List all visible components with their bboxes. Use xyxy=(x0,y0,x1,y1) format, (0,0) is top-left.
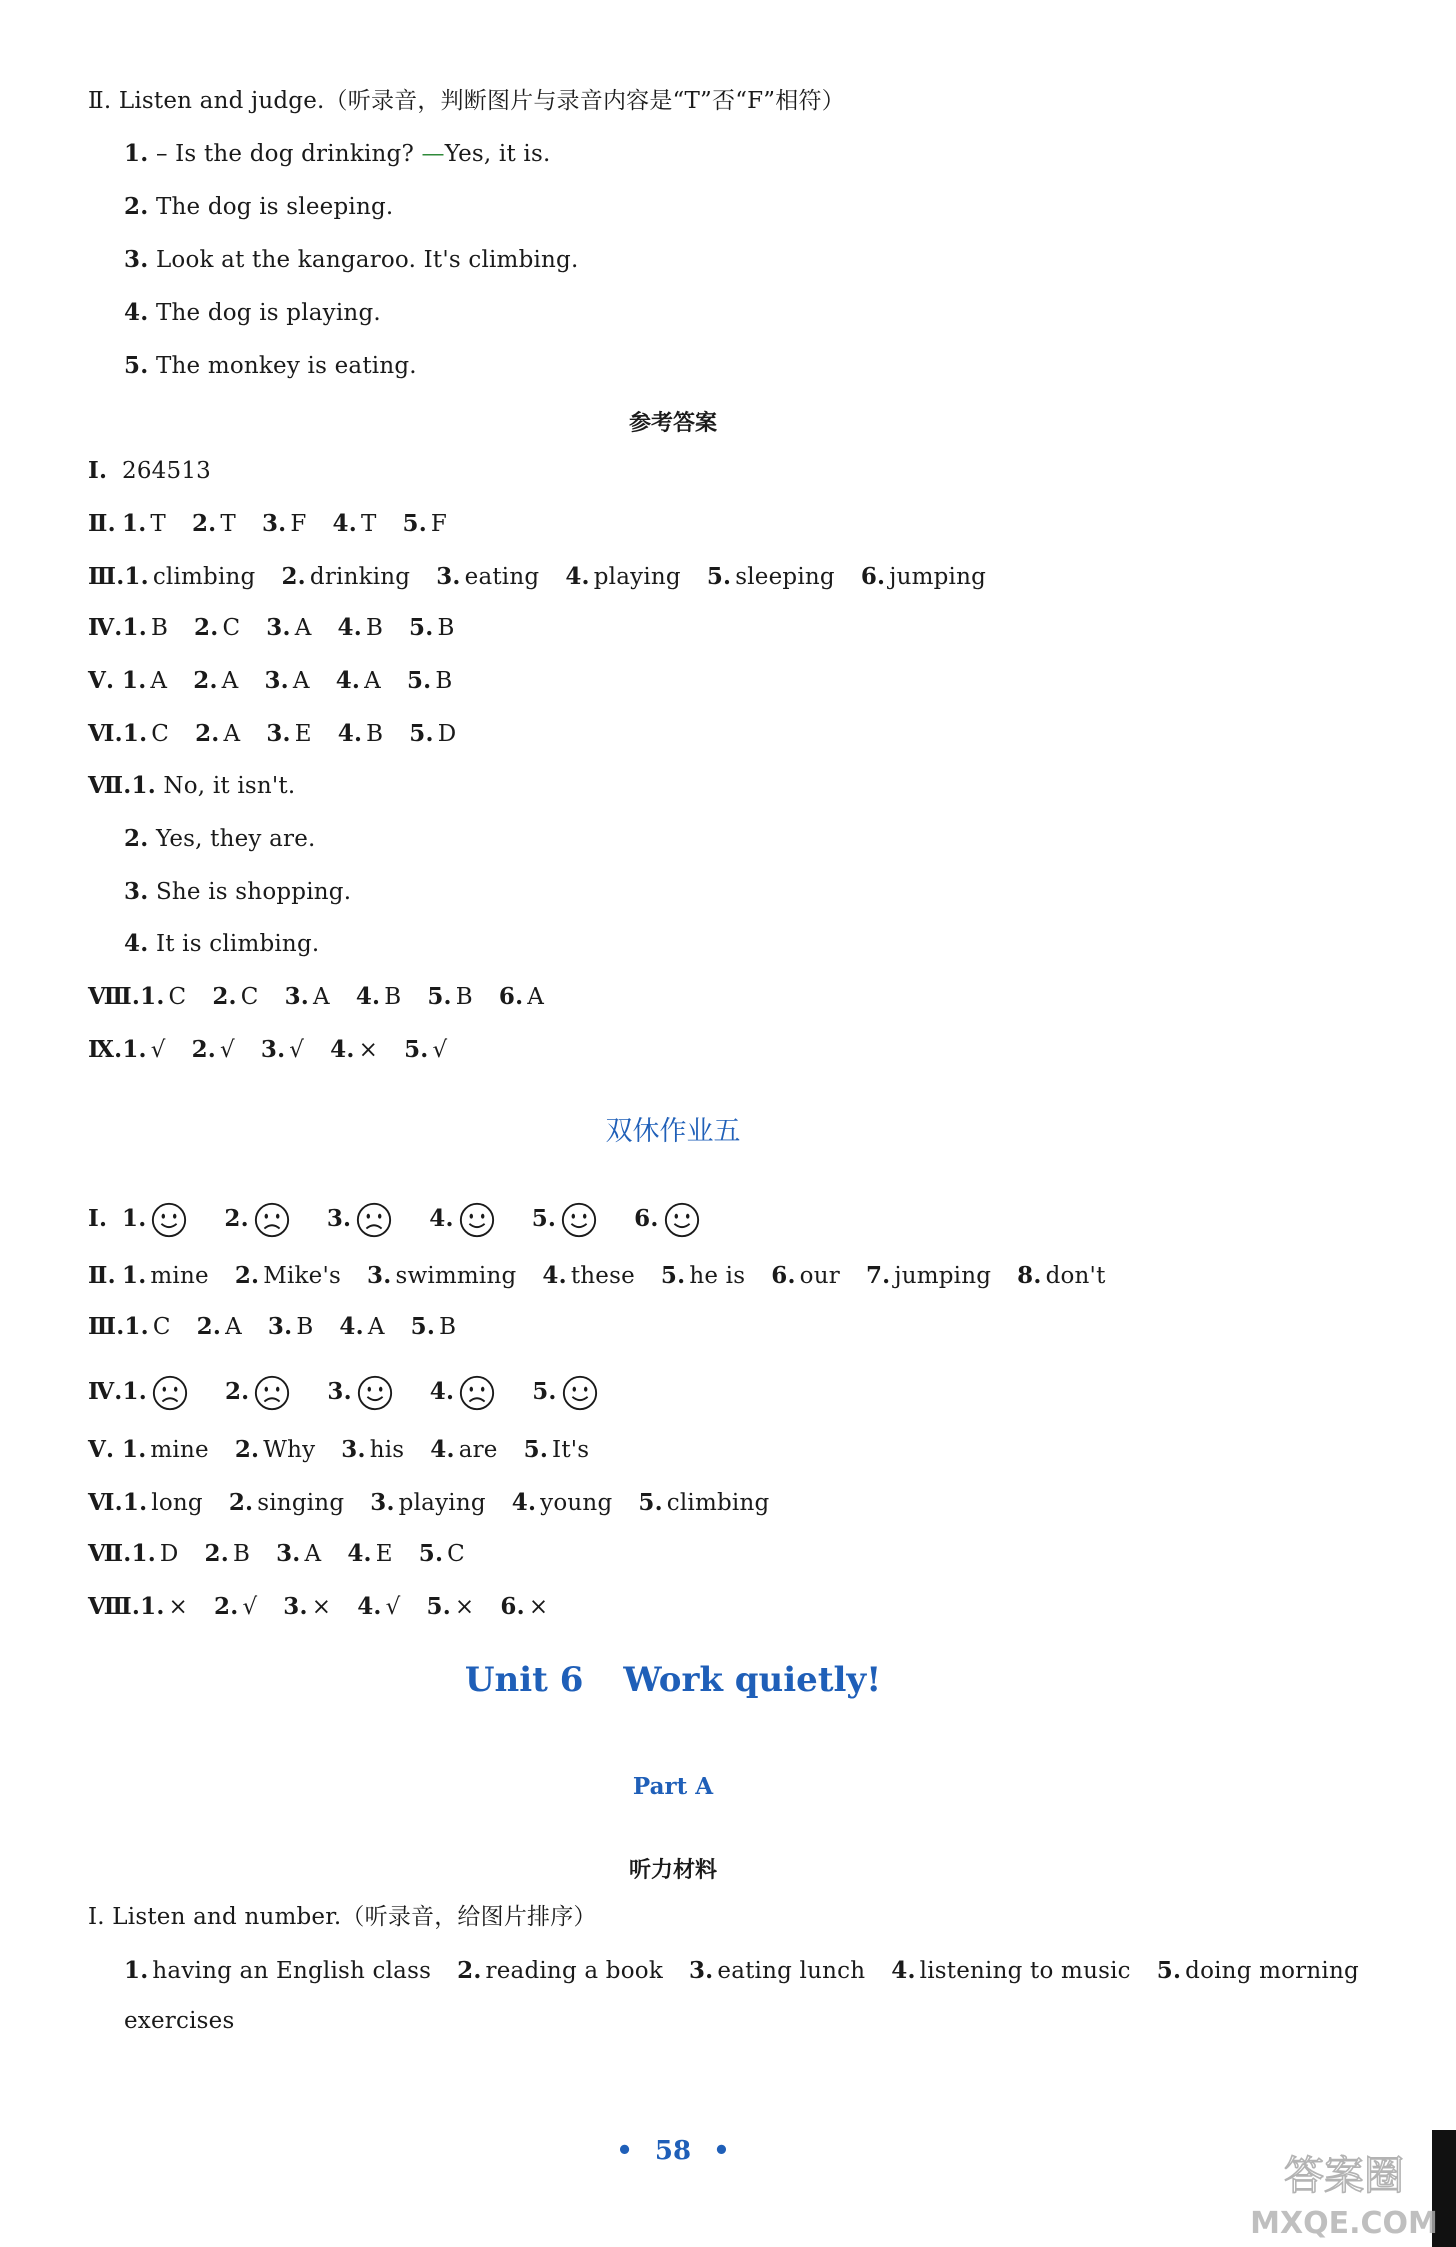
weekend-row-7 xyxy=(88,1539,491,1569)
answer-item: 1. B xyxy=(122,614,169,641)
answer-item: 2. A xyxy=(195,720,241,747)
answer-item: 5. B xyxy=(427,983,473,1010)
happy-face-icon xyxy=(663,1201,701,1239)
answer-row-1: Ⅰ. 264513 xyxy=(88,457,211,484)
answer-item: 3. swimming xyxy=(367,1262,517,1289)
answer-item: 2. C xyxy=(212,983,259,1010)
watermark-logo xyxy=(1226,2137,1456,2247)
listen-judge-header: Ⅱ. Listen and judge.（听录音，判断图片与录音内容是“T”否“F”相符） xyxy=(88,88,845,114)
answer-item: 1. climbing xyxy=(124,563,256,590)
answer-item: 5. × xyxy=(426,1593,475,1620)
weekend-row-1 xyxy=(88,1196,737,1242)
answer-item: 3. F xyxy=(261,510,307,537)
answer-item: 2. T xyxy=(191,510,236,537)
listen-number-header: Ⅰ. Listen and number.（听录音，给图片排序） xyxy=(88,1904,597,1930)
roman-numeral: Ⅵ. xyxy=(88,720,123,747)
answer-item: 5. climbing xyxy=(638,1489,770,1516)
listening-heading: 听力材料 xyxy=(628,1858,717,1883)
answer-item: 3. √ xyxy=(260,1036,305,1063)
answer-item: 2. singing xyxy=(228,1489,345,1516)
answer-item: 1. C xyxy=(122,720,170,747)
answer-item: 2. Mike's xyxy=(234,1262,342,1289)
answer-item: 2. √ xyxy=(214,1593,258,1620)
roman-numeral: Ⅴ. xyxy=(88,1436,115,1463)
answer-item: 1. mine xyxy=(122,1436,209,1463)
answer-item: 5. B xyxy=(410,1313,457,1340)
answers-heading: 参考答案 xyxy=(628,411,717,436)
listen-item-5: 5. The monkey is eating. xyxy=(124,352,417,379)
answer-item: 4. young xyxy=(511,1489,613,1516)
weekend-row-5 xyxy=(88,1435,615,1465)
answer-item: 6. × xyxy=(500,1593,549,1620)
face-item-number: 2. xyxy=(224,1378,250,1405)
roman-numeral: Ⅸ. xyxy=(88,1036,123,1063)
answer-item: 4. these xyxy=(542,1262,635,1289)
answer-item: 3. A xyxy=(264,667,310,694)
answer-item: 5. F xyxy=(402,510,448,537)
roman-numeral: Ⅲ. xyxy=(88,1313,125,1340)
answer-item: 5. B xyxy=(406,667,453,694)
happy-face-icon xyxy=(560,1201,598,1239)
answer-item: 1. mine xyxy=(122,1262,209,1289)
roman-numeral: Ⅷ. xyxy=(88,983,141,1010)
answer-row-5 xyxy=(88,666,478,696)
listen-number-items: 1. having an English class 2. reading a book 3. eating lunch 4. listening to music 5. doing morning xyxy=(124,1957,1359,1984)
answer-item: 2. B xyxy=(204,1540,251,1567)
answer-item: 4. playing xyxy=(565,563,681,590)
weekend-row-4 xyxy=(88,1369,635,1415)
listen-number-continuation: exercises xyxy=(124,2008,235,2034)
answer-item: 3. playing xyxy=(370,1489,486,1516)
roman-numeral: Ⅱ. xyxy=(88,510,116,537)
answer-item: 8. don't xyxy=(1017,1262,1106,1289)
roman-numeral: Ⅳ. xyxy=(88,1378,123,1405)
answer-item: 1. √ xyxy=(122,1036,166,1063)
listen-item-1: 1. – Is the dog drinking? —Yes, it is. xyxy=(124,140,551,167)
answer-item: 3. A xyxy=(284,983,330,1010)
answer-row-3 xyxy=(88,562,1012,592)
answer-item: 1. T xyxy=(122,510,166,537)
face-item-number: 6. xyxy=(634,1205,659,1232)
sad-face-icon xyxy=(253,1374,291,1412)
roman-numeral: Ⅳ. xyxy=(88,614,123,641)
answer-item: 5. It's xyxy=(523,1436,590,1463)
answer-item: 3. A xyxy=(266,614,312,641)
happy-face-icon xyxy=(150,1201,188,1239)
roman-numeral: Ⅰ. xyxy=(88,1205,108,1232)
answer-row-7-line-4: 4. It is climbing. xyxy=(124,930,320,957)
answer-item: 5. B xyxy=(409,614,455,641)
answer-item: 4. A xyxy=(335,667,381,694)
answer-item: 4. B xyxy=(355,983,402,1010)
answer-row-4 xyxy=(88,613,481,643)
face-item-number: 1. xyxy=(122,1205,147,1232)
weekend-row-8 xyxy=(88,1592,574,1622)
answer-item: 2. A xyxy=(193,667,239,694)
answer-item: 3. eating xyxy=(436,563,540,590)
face-item-number: 3. xyxy=(326,1205,352,1232)
weekend-row-3 xyxy=(88,1312,482,1342)
sad-face-icon xyxy=(253,1201,291,1239)
answer-item: 5. C xyxy=(418,1540,465,1567)
answer-row-7: Ⅶ.1. No, it isn't. xyxy=(88,772,296,799)
answer-row-9 xyxy=(88,1035,473,1065)
roman-numeral: Ⅶ. xyxy=(88,1540,132,1567)
answer-item: 4. are xyxy=(430,1436,498,1463)
answer-item: 4. T xyxy=(332,510,377,537)
answer-item: 6. jumping xyxy=(860,563,987,590)
face-item-number: 3. xyxy=(327,1378,352,1405)
sad-face-icon xyxy=(151,1374,189,1412)
answer-item: 2. Why xyxy=(234,1436,316,1463)
face-item-number: 5. xyxy=(531,1205,557,1232)
answer-item: 4. E xyxy=(347,1540,393,1567)
answer-item: 1. C xyxy=(140,983,187,1010)
happy-face-icon xyxy=(561,1374,599,1412)
answer-item: 3. A xyxy=(276,1540,322,1567)
answer-item: 6. A xyxy=(498,983,545,1010)
face-item-number: 5. xyxy=(532,1378,557,1405)
answer-item: 5. sleeping xyxy=(706,563,835,590)
answer-row-8 xyxy=(88,982,570,1012)
answer-item: 4. A xyxy=(339,1313,385,1340)
answer-row-6 xyxy=(88,719,482,749)
answer-item: 2. A xyxy=(196,1313,242,1340)
answer-item: 5. he is xyxy=(660,1262,746,1289)
happy-face-icon xyxy=(458,1201,496,1239)
answer-item: 4. B xyxy=(337,720,384,747)
answer-item: 1. × xyxy=(140,1593,189,1620)
happy-face-icon xyxy=(356,1374,394,1412)
page-number: • 58 • xyxy=(616,2136,730,2166)
listen-item-3: 3. Look at the kangaroo. It's climbing. xyxy=(124,246,579,273)
listen-item-4: 4. The dog is playing. xyxy=(124,299,381,326)
answer-item: 2. √ xyxy=(191,1036,235,1063)
answer-row-2 xyxy=(88,509,473,539)
sad-face-icon xyxy=(458,1374,496,1412)
roman-numeral: Ⅴ. xyxy=(88,667,115,694)
listen-item-2: 2. The dog is sleeping. xyxy=(124,193,394,220)
answer-item: 4. × xyxy=(330,1036,379,1063)
roman-numeral: Ⅵ. xyxy=(88,1489,123,1516)
answer-item: 3. his xyxy=(341,1436,405,1463)
answer-item: 2. C xyxy=(194,614,241,641)
sad-face-icon xyxy=(355,1201,393,1239)
weekend-row-2 xyxy=(88,1261,1132,1291)
svg-text:MXQE.COM: MXQE.COM xyxy=(1250,2206,1438,2241)
answer-item: 1. long xyxy=(122,1489,203,1516)
roman-numeral: Ⅷ. xyxy=(88,1593,141,1620)
answer-item: 1. C xyxy=(124,1313,171,1340)
answer-item: 3. × xyxy=(283,1593,332,1620)
face-item-number: 4. xyxy=(429,1378,455,1405)
answer-item: 4. B xyxy=(337,614,384,641)
answer-item: 5. √ xyxy=(404,1036,448,1063)
answer-item: 5. D xyxy=(409,720,457,747)
answer-row-7-line-3: 3. She is shopping. xyxy=(124,878,352,905)
answer-item: 2. drinking xyxy=(281,563,411,590)
part-title: Part A xyxy=(632,1773,714,1800)
roman-numeral: Ⅲ. xyxy=(88,563,125,590)
answer-item: 6. our xyxy=(771,1262,840,1289)
answer-item: 1. D xyxy=(131,1540,179,1567)
answer-item: 4. √ xyxy=(357,1593,401,1620)
answer-row-7-line-2: 2. Yes, they are. xyxy=(124,825,316,852)
weekend-heading: 双休作业五 xyxy=(605,1116,741,1147)
face-item-number: 1. xyxy=(122,1378,147,1405)
face-item-number: 2. xyxy=(224,1205,249,1232)
answer-item: 3. E xyxy=(266,720,312,747)
face-item-number: 4. xyxy=(429,1205,454,1232)
unit-title: Unit 6 Work quietly! xyxy=(464,1660,882,1700)
roman-numeral: Ⅱ. xyxy=(88,1262,116,1289)
answer-item: 7. jumping xyxy=(865,1262,992,1289)
weekend-row-6 xyxy=(88,1488,795,1518)
svg-text:答案圈: 答案圈 xyxy=(1284,2153,1404,2199)
answer-item: 3. B xyxy=(267,1313,314,1340)
answer-item: 1. A xyxy=(122,667,168,694)
